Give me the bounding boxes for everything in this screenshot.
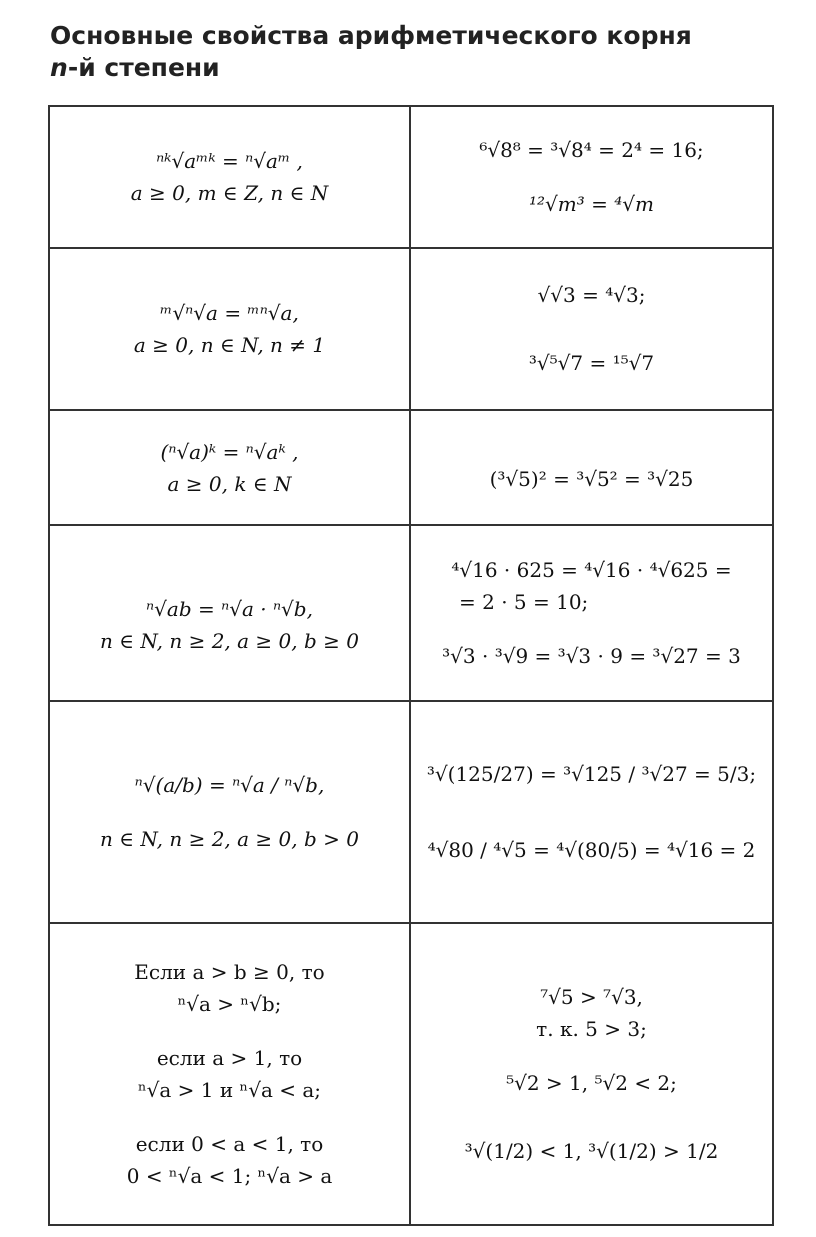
table-row xyxy=(49,410,773,525)
example-line: √√3 = ⁴√3; xyxy=(537,283,646,307)
example-line: ³√3 · ³√9 = ³√3 · 9 = ³√27 = 3 xyxy=(442,644,741,668)
title-line-1: Основные свойства арифметического корня xyxy=(50,21,692,50)
condition-line: n ∈ N, n ≥ 2, a ≥ 0, b ≥ 0 xyxy=(100,629,359,653)
formula-line: (ⁿ√a)ᵏ = ⁿ√aᵏ , xyxy=(160,439,299,464)
example-line: (³√5)² = ³√5² = ³√25 xyxy=(489,466,694,491)
table-row xyxy=(49,525,773,701)
formula-line: ⁿ√ab = ⁿ√a · ⁿ√b, xyxy=(146,597,313,621)
example-cell xyxy=(410,923,773,1225)
spacer xyxy=(58,1106,401,1128)
example-line: ⁷√5 > ⁷√3, xyxy=(540,985,643,1009)
condition-line: a ≥ 0, n ∈ N, n ≠ 1 xyxy=(133,333,326,357)
formula-line: ⁿ√a > ⁿ√b; xyxy=(177,992,282,1016)
example-cell xyxy=(410,248,773,410)
property-cell xyxy=(49,106,410,248)
example-cell xyxy=(410,701,773,923)
table-row xyxy=(49,106,773,248)
example-cell xyxy=(410,106,773,248)
property-cell xyxy=(49,923,410,1225)
spacer xyxy=(419,1045,764,1067)
spacer xyxy=(419,166,764,188)
title-variable-n: n xyxy=(50,53,68,82)
property-cell xyxy=(49,410,410,525)
example-line: ⁵√2 > 1, ⁵√2 < 2; xyxy=(506,1071,677,1095)
formula-line: 0 < ⁿ√a < 1; ⁿ√a > a xyxy=(126,1164,333,1188)
condition-line: если 0 < a < 1, то xyxy=(135,1132,324,1156)
title-line-2 xyxy=(50,52,770,84)
table-row xyxy=(49,923,773,1225)
example-line: ³√(1/2) < 1, ³√(1/2) > 1/2 xyxy=(464,1139,719,1163)
condition-line: a ≥ 0, m ∈ Z, n ∈ N xyxy=(130,181,329,205)
page-title xyxy=(50,20,770,84)
spacer xyxy=(419,618,764,640)
example-line: ⁶√8⁸ = ³√8⁴ = 2⁴ = 16; xyxy=(479,138,704,162)
spacer xyxy=(419,311,764,347)
example-cell xyxy=(410,410,773,525)
example-line: ¹²√m³ = ⁴√m xyxy=(529,192,654,216)
condition-line: Если a > b ≥ 0, то xyxy=(134,960,325,984)
spacer xyxy=(419,790,764,834)
spacer xyxy=(419,1099,764,1135)
example-cell xyxy=(410,525,773,701)
formula-line: ⁿ√(a/b) = ⁿ√a / ⁿ√b, xyxy=(134,773,325,797)
condition-line: если a > 1, то xyxy=(156,1046,303,1070)
title-line-2-rest: -й степени xyxy=(67,53,220,82)
example-line: = 2 · 5 = 10; xyxy=(459,590,589,614)
table-row xyxy=(49,248,773,410)
property-cell xyxy=(49,701,410,923)
example-line: ⁴√80 / ⁴√5 = ⁴√(80/5) = ⁴√16 = 2 xyxy=(427,838,756,862)
example-line: ⁴√16 · 625 = ⁴√16 · ⁴√625 = xyxy=(451,558,732,582)
spacer xyxy=(58,801,401,823)
spacer xyxy=(58,1020,401,1042)
property-cell xyxy=(49,248,410,410)
example-line: т. к. 5 > 3; xyxy=(536,1017,647,1041)
example-line: ³√(125/27) = ³√125 / ³√27 = 5/3; xyxy=(426,762,757,786)
example-line: ³√⁵√7 = ¹⁵√7 xyxy=(528,351,655,375)
root-properties-table xyxy=(48,105,774,1226)
formula-line: ᵐ√ⁿ√a = ᵐⁿ√a, xyxy=(160,301,299,325)
property-cell xyxy=(49,525,410,701)
formula-line: ⁿ√a > 1 и ⁿ√a < a; xyxy=(137,1078,322,1102)
formula-line: ⁿᵏ√aᵐᵏ = ⁿ√aᵐ , xyxy=(156,149,303,173)
condition-line: n ∈ N, n ≥ 2, a ≥ 0, b > 0 xyxy=(100,827,359,851)
table-row xyxy=(49,701,773,923)
condition-line: a ≥ 0, k ∈ N xyxy=(167,471,292,496)
